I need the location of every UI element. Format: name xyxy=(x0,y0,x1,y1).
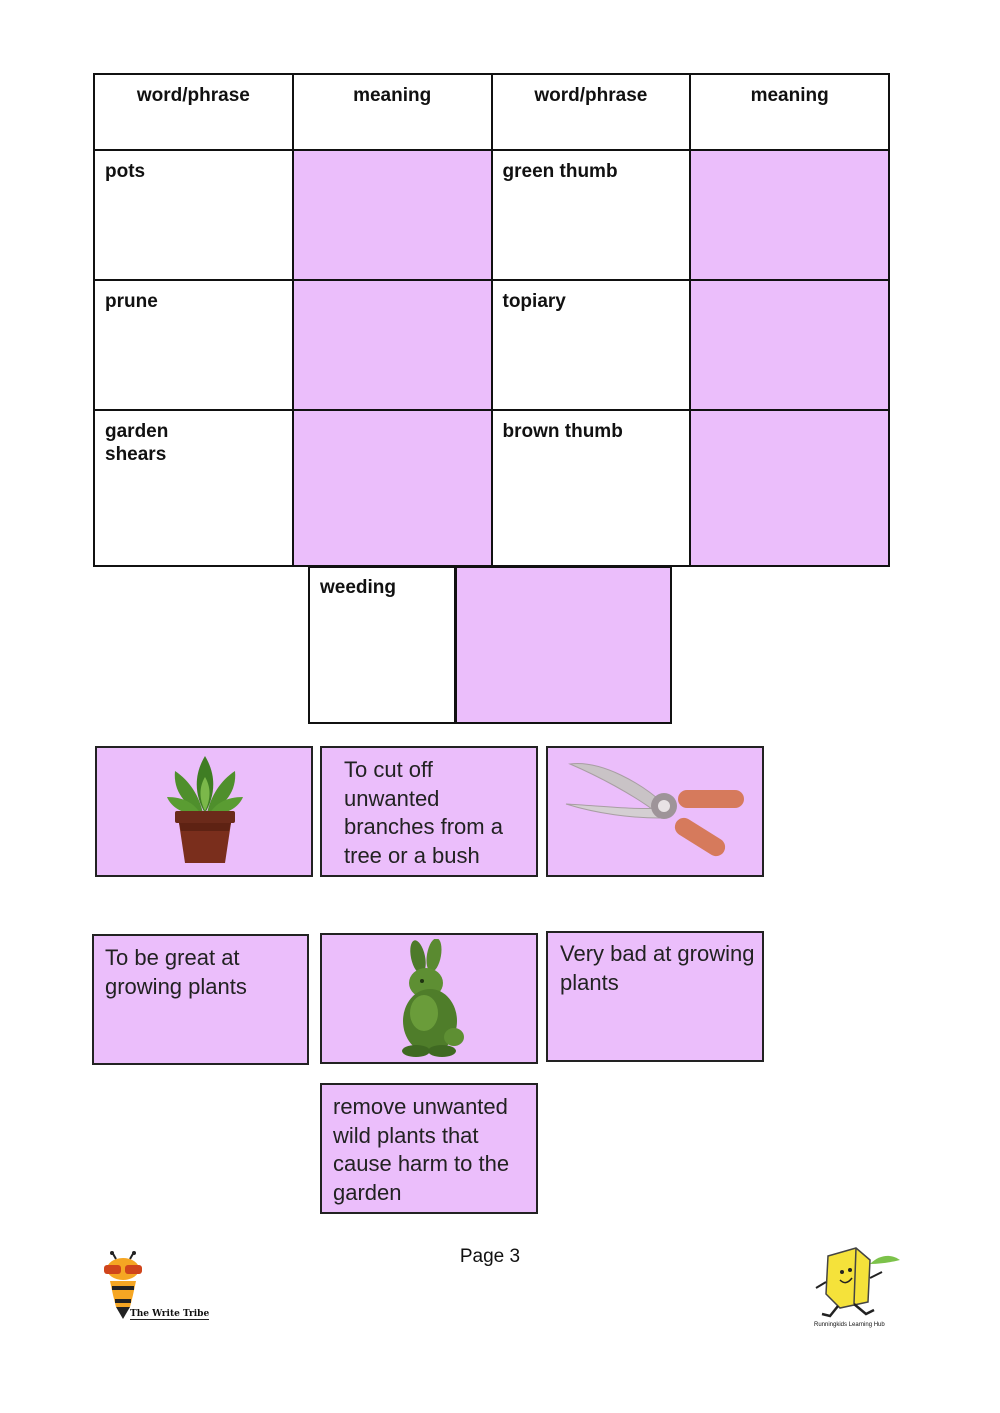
word-cell-topiary: topiary xyxy=(492,280,691,410)
answer-drop-zone[interactable] xyxy=(690,150,889,280)
write-tribe-logo xyxy=(100,1251,210,1327)
card-text: To cut off unwanted branches from a tree or a bush xyxy=(344,757,503,868)
word-cell-weeding: weeding xyxy=(308,566,456,724)
card-text: Very bad at growing plants xyxy=(560,941,755,995)
table-row xyxy=(94,150,889,280)
table-row xyxy=(94,280,889,410)
runningkids-logo xyxy=(808,1242,908,1342)
draggable-card-brown-thumb-definition[interactable] xyxy=(546,931,764,1062)
running-book-icon xyxy=(808,1242,908,1322)
word-cell-green-thumb: green thumb xyxy=(492,150,691,280)
header-word-phrase-1: word/phrase xyxy=(94,74,293,150)
answer-drop-zone[interactable] xyxy=(690,280,889,410)
table-row xyxy=(94,410,889,566)
right-logo-text: Runningkids Learning Hub xyxy=(814,1322,885,1328)
potted-plant-icon xyxy=(165,751,245,867)
word-cell-prune: prune xyxy=(94,280,293,410)
card-text: To be great at growing plants xyxy=(105,945,247,999)
header-word-phrase-2: word/phrase xyxy=(492,74,691,150)
header-meaning-2: meaning xyxy=(690,74,889,150)
answer-drop-zone[interactable] xyxy=(690,410,889,566)
word-cell-brown-thumb: brown thumb xyxy=(492,410,691,566)
draggable-card-topiary-image[interactable] xyxy=(320,933,538,1064)
header-meaning-1: meaning xyxy=(293,74,492,150)
topiary-rabbit-icon xyxy=(394,939,470,1059)
answer-drop-zone[interactable] xyxy=(293,150,492,280)
card-text: remove unwanted wild plants that cause harm to the garden xyxy=(333,1094,510,1205)
draggable-card-pot-image[interactable] xyxy=(95,746,313,877)
vocabulary-table xyxy=(93,73,890,567)
draggable-card-weeding-definition[interactable] xyxy=(320,1083,538,1214)
left-logo-text: The Write Tribe xyxy=(130,1309,210,1319)
draggable-card-shears-image[interactable] xyxy=(546,746,764,877)
garden-shears-icon xyxy=(562,754,748,866)
word-cell-garden-shears: garden shears xyxy=(94,410,293,566)
draggable-card-green-thumb-definition[interactable] xyxy=(92,934,309,1065)
answer-drop-zone[interactable] xyxy=(455,566,672,724)
table-header-row xyxy=(94,74,889,150)
answer-drop-zone[interactable] xyxy=(293,280,492,410)
word-cell-pots: pots xyxy=(94,150,293,280)
answer-drop-zone[interactable] xyxy=(293,410,492,566)
draggable-card-prune-definition[interactable] xyxy=(320,746,538,877)
page-number: Page 3 xyxy=(459,1246,521,1267)
